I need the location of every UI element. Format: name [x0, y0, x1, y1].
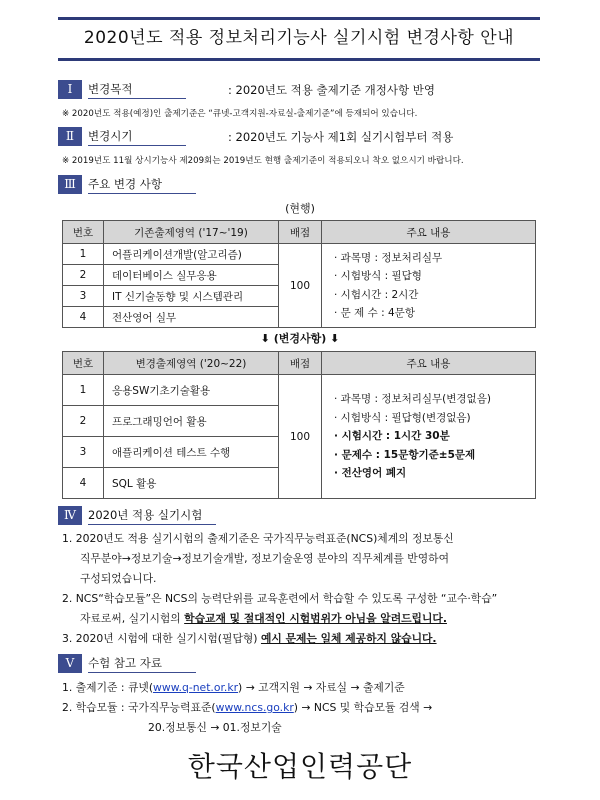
section-value: : 2020년도 기능사 제1회 실기시험부터 적용	[228, 130, 454, 144]
changed-subtitle: ⬇ (변경사항) ⬇	[260, 332, 340, 345]
row-num: 2	[63, 406, 104, 437]
row-area: 응용SW기초기술활용	[104, 375, 279, 406]
page-title: 2020년도 적용 정보처리기능사 실기시험 변경사항 안내	[58, 17, 540, 61]
header-num: 번호	[63, 221, 104, 244]
row-num: 1	[63, 244, 104, 265]
exam-item-2-line-2	[80, 611, 447, 626]
row-num: 1	[63, 375, 104, 406]
changed-table	[62, 351, 536, 499]
row-num: 2	[63, 265, 104, 286]
content-line: · 시험방식 : 필답형	[334, 270, 422, 282]
content-line: · 문 제 수 : 4문항	[334, 307, 415, 319]
qnet-link[interactable]: www.q-net.or.kr	[153, 681, 239, 694]
row-contents	[322, 244, 536, 328]
current-table	[62, 220, 536, 328]
row-num: 4	[63, 468, 104, 499]
row-area: IT 신기술동향 및 시스템관리	[104, 286, 279, 307]
ncs-link[interactable]: www.ncs.go.kr	[215, 701, 294, 714]
section-number-badge: Ⅲ	[58, 175, 82, 194]
exam-item-2-line-1: 2. NCS“학습모듈”은 NCS의 능력단위를 교육훈련에서 학습할 수 있도록 구성한 “교수·학습”	[62, 592, 498, 605]
content-line: · 과목명 : 정보처리실무	[334, 251, 443, 264]
exam-item-1-line-2: 직무분야→정보기술→정보기술개발, 정보기술운영 분야의 직무체계를 반영하여	[80, 552, 450, 565]
header-area: 변경출제영역 ('20~22)	[104, 352, 279, 375]
content-line: · 시험시간 : 2시간	[334, 288, 419, 301]
content-line: · 문제수 : 15문항기준±5문제	[334, 448, 476, 461]
row-score: 100	[279, 375, 322, 499]
section-label: 주요 변경 사항	[88, 175, 196, 194]
section-number-badge: Ⅱ	[58, 127, 82, 146]
header-area: 기존출제영역 ('17~'19)	[104, 221, 279, 244]
text: 2. 학습모듈 : 국가직무능력표준(	[62, 701, 216, 714]
header-score: 배점	[279, 221, 322, 244]
text: ) → NCS 및 학습모듈 검색 →	[293, 701, 433, 714]
section-label: 수험 참고 자료	[88, 654, 196, 673]
exam-item-1-line-3: 구성되었습니다.	[80, 572, 157, 585]
text: ) → 고객지원 → 자료실 → 출제기준	[238, 681, 405, 694]
content-line: · 시험시간 : 1시간 30분	[334, 430, 450, 443]
header-content: 주요 내용	[322, 221, 536, 244]
section-label: 변경목적	[88, 80, 186, 99]
row-contents	[322, 375, 536, 499]
row-num: 3	[63, 437, 104, 468]
row-area: 전산영어 실무	[104, 307, 279, 328]
section-number-badge: Ⅴ	[58, 654, 82, 673]
table-row	[63, 244, 536, 265]
row-area: 애플리케이션 테스트 수행	[104, 437, 279, 468]
section-number-badge: Ⅰ	[58, 80, 82, 99]
text: 자료로써, 실기시험의	[80, 612, 185, 625]
header-num: 번호	[63, 352, 104, 375]
content-line: · 전산영어 폐지	[334, 467, 407, 480]
exam-item-3	[62, 631, 437, 646]
row-area: 데이터베이스 실무응용	[104, 265, 279, 286]
note: ※ 2019년도 11월 상시기능사 제209회는 2019년도 현행 출제기준이 적용되오니 착오 없으시기 바랍니다.	[62, 156, 464, 166]
row-area: SQL 활용	[104, 468, 279, 499]
section-label: 변경시기	[88, 127, 186, 146]
reference-2	[62, 700, 432, 715]
emphasis-text: 예시 문제는 일체 제공하지 않습니다.	[260, 632, 437, 645]
section-value: : 2020년도 적용 출제기준 개정사항 반영	[228, 83, 435, 97]
current-subtitle: (현행)	[285, 202, 315, 215]
row-area: 어플리케이션개발(알고리즘)	[104, 244, 279, 265]
emphasis-text: 학습교재 및 절대적인 시험범위가 아님을 알려드립니다.	[184, 612, 447, 625]
text: 3. 2020년 시험에 대한 실기시험(필답형)	[62, 632, 261, 645]
header-content: 주요 내용	[322, 352, 536, 375]
note: ※ 2020년도 적용(예정)인 출제기준은 “큐넷-고객지원-자료실-출제기준”에 등재되어 있습니다.	[62, 109, 418, 119]
reference-2-line-2: 20.정보통신 → 01.정보기술	[148, 721, 282, 734]
row-score: 100	[279, 244, 322, 328]
section-label: 2020년 적용 실기시험	[88, 506, 216, 525]
row-area: 프로그래밍언어 활용	[104, 406, 279, 437]
organization-name: 한국산업인력공단	[187, 750, 413, 783]
reference-1	[62, 680, 405, 695]
exam-item-1-line-1: 1. 2020년도 적용 실기시험의 출제기준은 국가직무능력표준(NCS)체계의 정보통신	[62, 532, 454, 545]
content-line: · 시험방식 : 필답형(변경없음)	[334, 411, 471, 424]
text: 1. 출제기준 : 큐넷(	[62, 681, 154, 694]
table-row	[63, 375, 536, 406]
section-number-badge: Ⅳ	[58, 506, 82, 525]
content-line: · 과목명 : 정보처리실무(변경없음)	[334, 393, 491, 406]
row-num: 4	[63, 307, 104, 328]
row-num: 3	[63, 286, 104, 307]
header-score: 배점	[279, 352, 322, 375]
